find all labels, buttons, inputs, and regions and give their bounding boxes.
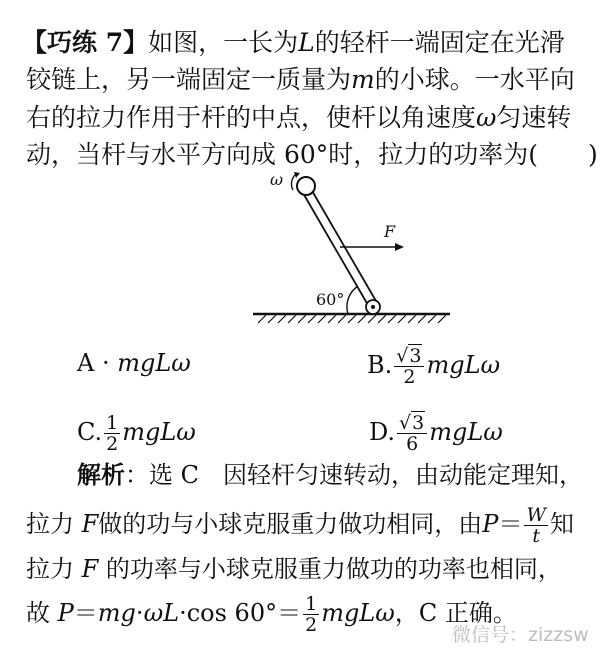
problem-line-3: 右的拉力作用于杆的中点，使杆以角速度ω匀速转 [26,103,572,132]
ground-hatch [258,315,446,323]
option-a[interactable]: A · mgLω [77,349,191,377]
watermark: 微信号：zizzsw [452,624,589,646]
rod-edge-right [311,189,376,301]
solution-line-2: 拉力 F做的功与小球克服重力做功相同，由P＝ $\frac{W}{t}$ 知 [26,504,574,547]
problem-line-4: 动，当杆与水平方向成 60°时，拉力的功率为( ) [26,140,598,169]
solution-line-3: 拉力 F 的功率与小球克服重力做功的功率也相同， [26,555,562,583]
problem-line-2: 铰链上，另一端固定一质量为m的小球。一水平向 [26,65,575,94]
angle-arc [347,286,358,314]
problem-tag: 【巧练 7】 [22,28,149,57]
ball [297,177,315,195]
force-label: F [384,222,396,241]
option-c[interactable]: C. $\frac{1}{2}$ mgLω [77,412,196,455]
solution-line-1: 解析：选 C 因轻杆匀速转动，由动能定理知， [77,460,583,489]
angle-label: 60° [316,290,345,309]
option-d[interactable]: D. $\frac{√3}{6}$ mgLω [369,412,503,455]
problem-line-1: 【巧练 7】如图，一长为L的轻杆一端固定在光滑 [22,28,565,57]
rotation-arrow [291,174,296,190]
omega-label: ω [270,170,284,189]
option-b[interactable]: B. $\frac{√3}{2}$ mgLω [367,345,501,388]
solution-label: 解析 [77,460,125,489]
solution-line-4: 故 P＝mg·ωL·cos 60°＝ $\frac{1}{2}$ mgLω，C 正确。 [26,593,517,636]
rod-edge-left [303,193,368,305]
